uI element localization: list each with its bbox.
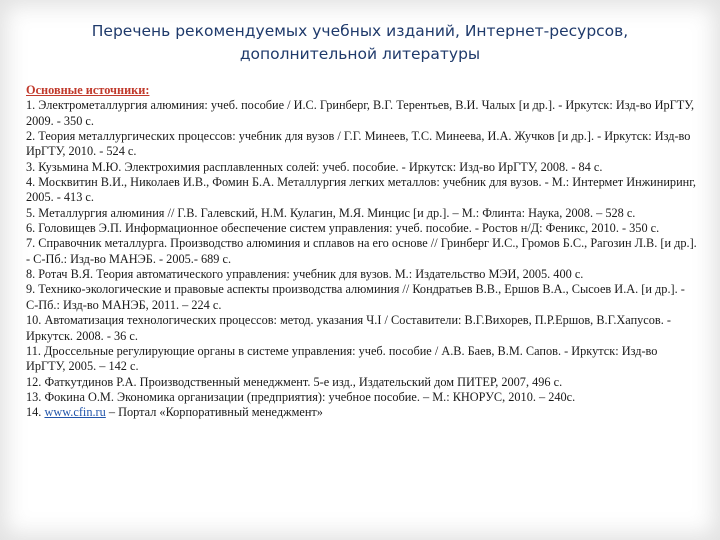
- list-item: 7. Справочник металлурга. Производство алюминия и сплавов на его основе // Гринберг И.С., Громов Б.С., Рагозин Л.В. [и др.]. - С-Пб.: Изд-во МАНЭБ. - 2005.- 689 с.: [26, 236, 697, 266]
- list-item: 6. Головищев Э.П. Информационное обеспечение систем управления: учеб. пособие. - Ростов н/Д: Феникс, 2010. - 350 с.: [26, 221, 660, 236]
- list-item: 12. Фаткутдинов Р.А. Производственный менеджмент. 5-е изд., Издательский дом ПИТЕР, 2007, 496 с.: [26, 374, 563, 389]
- list-item: 8. Ротач В.Я. Теория автоматического управления: учебник для вузов. М.: Издательство МЭИ, 2005. 400 с.: [26, 267, 584, 282]
- list-item-number: 14.: [26, 405, 45, 420]
- section-heading: Основные источники:: [26, 83, 150, 97]
- list-item: 9. Технико-экологические и правовые аспекты производства алюминия // Кондратьев В.В., Ершов В.А., Сысоев И.А. [и др.]. - С-Пб.: Изд-во МАНЭБ, 2011. – 224 с.: [26, 282, 685, 312]
- list-item: 2. Теория металлургических процессов: учебник для вузов / Г.Г. Минеев, Т.С. Минеева, И.А. Жучков [и др.]. - Иркутск: Изд-во ИрГТУ, 2010. - 524 с.: [26, 129, 691, 159]
- list-item: 13. Фокина О.М. Экономика организации (предприятия): учебное пособие. – М.: КНОРУС, 2010. – 240с.: [26, 389, 576, 404]
- reference-list: [26, 83, 698, 421]
- list-item: 5. Металлургия алюминия // Г.В. Галевский, Н.М. Кулагин, М.Я. Минцис [и др.]. – М.: Флинта: Наука, 2008. – 528 с.: [26, 205, 636, 220]
- list-item: 3. Кузьмина М.Ю. Электрохимия расплавленных солей: учеб. пособие. - Иркутск: Изд-во ИрГТУ, 2008. - 84 с.: [26, 159, 603, 174]
- page-title-line-1: Перечень рекомендуемых учебных изданий, Интернет-ресурсов,: [91, 22, 629, 40]
- list-item: 1. Электрометаллургия алюминия: учеб. пособие / И.С. Гринберг, В.Г. Терентьев, В.И. Чалых [и др.]. - Иркутск: Изд-во ИрГТУ, 2009. - 350 с.: [26, 98, 695, 128]
- list-item: 10. Автоматизация технологических процессов: метод. указания Ч.I / Составители: В.Г.Вихорев, П.Р.Ершов, В.Г.Хапусов. - Иркутск. 2008. - 36 с.: [26, 313, 671, 343]
- page-title-line-2: дополнительной литературы: [239, 45, 481, 63]
- cfin-link[interactable]: www.cfin.ru: [44, 405, 106, 420]
- list-item-14: [26, 405, 698, 420]
- list-item: 4. Москвитин В.И., Николаев И.В., Фомин Б.А. Металлургия легких металлов: учебник для вузов. - М.: Интермет Инжиниринг, 2005. - 413 с.: [26, 175, 696, 205]
- list-item: 11. Дроссельные регулирующие органы в системе управления: учеб. пособие / А.В. Баев, В.М. Сапов. - Иркутск: Изд-во ИрГТУ, 2005. – 142 с.: [26, 343, 658, 374]
- list-item-text: – Портал «Корпоративный менеджмент»: [105, 405, 323, 420]
- page-title: [40, 20, 680, 66]
